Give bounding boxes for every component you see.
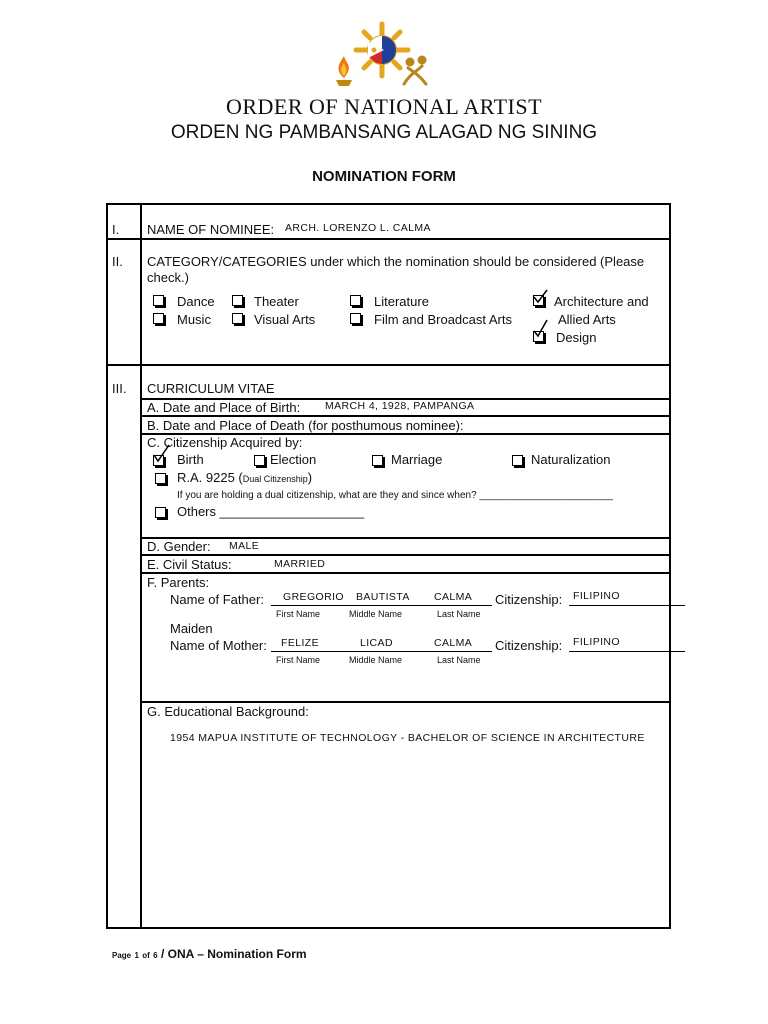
birth-value[interactable]: MARCH 4, 1928, PAMPANGA [325,400,475,412]
birth-label: A. Date and Place of Birth: [147,400,301,415]
page-word: Page [112,951,132,960]
father-middle-name[interactable]: BAUTISTA [356,591,410,603]
father-name-underline [271,605,492,606]
row-divider [140,701,669,703]
form-title: NOMINATION FORM [312,168,456,185]
mother-last-caption: Last Name [437,655,481,665]
mother-name-label: Name of Mother: [170,638,267,653]
marriage-checkbox[interactable] [372,455,383,466]
education-value[interactable]: 1954 MAPUA INSTITUTE OF TECHNOLOGY - BACHELOR OF SCIENCE IN ARCHITECTURE [170,732,645,744]
ra9225-checkbox[interactable] [155,473,166,484]
row-divider [140,572,669,574]
ona-logo [322,20,442,92]
civil-status-value[interactable]: MARRIED [274,558,326,570]
org-title: ORDER OF NATIONAL ARTIST [225,94,543,119]
father-last-name[interactable]: CALMA [434,591,473,603]
father-name-label: Name of Father: [170,592,264,607]
film-broadcast-label: Film and Broadcast Arts [374,312,512,327]
nominee-name-value[interactable]: ARCH. LORENZO L. CALMA [285,222,431,234]
dual-citizenship-question: If you are holding a dual citizenship, what are they and since when? ________________________ [177,490,613,501]
visual-arts-label: Visual Arts [254,312,316,327]
org-subtitle: ORDEN NG PAMBANSANG ALAGAD NG SINING [170,122,598,143]
page-total: 6 [153,951,158,960]
parents-label: F. Parents: [147,575,210,590]
film-broadcast-checkbox[interactable] [350,313,361,324]
naturalization-checkbox[interactable] [512,455,523,466]
visual-arts-checkbox[interactable] [232,313,243,324]
section-ii-number: II. [112,254,123,269]
section-iii-number: III. [112,381,127,396]
ra9225-label [177,470,312,485]
birth-option-label: Birth [177,452,204,467]
father-last-caption: Last Name [437,609,481,619]
row-divider [140,554,669,556]
ra9225-text: R.A. 9225 ( [177,470,243,485]
marriage-label: Marriage [391,452,443,467]
naturalization-label: Naturalization [531,452,611,467]
architecture-label: Architecture and [554,294,649,309]
section-i-number: I. [112,222,120,237]
torch-icon [336,56,352,86]
row-divider [140,537,669,539]
father-citizenship-value[interactable]: FILIPINO [573,590,620,602]
citizenship-acquired-label: C. Citizenship Acquired by: [147,435,303,450]
mother-middle-caption: Middle Name [349,655,403,665]
literature-checkbox[interactable] [350,295,361,306]
theater-label: Theater [254,294,299,309]
column-divider [140,203,142,927]
mother-middle-name[interactable]: LICAD [360,637,393,649]
check-mark-icon [531,288,549,304]
footer-doc-title: / ONA – Nomination Form [160,947,307,961]
check-mark-icon [531,318,549,338]
row-divider [106,364,669,366]
curriculum-vitae-title: CURRICULUM VITAE [147,381,275,396]
dance-checkbox[interactable] [153,295,164,306]
row-divider [140,415,669,417]
check-mark-icon [151,443,171,463]
dancers-icon [404,57,426,84]
maiden-label: Maiden [170,621,213,636]
row-divider [106,238,669,240]
father-middle-caption: Middle Name [349,609,403,619]
category-label-line2: check.) [147,270,189,285]
others-checkbox[interactable] [155,507,166,518]
ra9225-close: ) [307,470,313,485]
mother-citizenship-underline [569,651,685,652]
mother-citizenship-label: Citizenship: [495,638,563,653]
nominee-name-label: NAME OF NOMINEE: [147,222,275,237]
father-first-caption: First Name [276,609,321,619]
election-label: Election [270,452,317,467]
music-label: Music [177,312,211,327]
category-label-line1: CATEGORY/CATEGORIES under which the nomination should be considered (Please [147,254,645,269]
literature-label: Literature [374,294,429,309]
allied-arts-label: Allied Arts [558,312,616,327]
page-footer [112,947,307,961]
mother-last-name[interactable]: CALMA [434,637,473,649]
gender-label: D. Gender: [147,539,211,554]
education-label: G. Educational Background: [147,704,309,719]
father-citizenship-underline [569,605,685,606]
dance-label: Dance [177,294,215,309]
design-label: Design [556,330,597,345]
mother-first-caption: First Name [276,655,321,665]
father-first-name[interactable]: GREGORIO [283,591,344,603]
mother-first-name[interactable]: FELIZE [281,637,319,649]
civil-status-label: E. Civil Status: [147,557,232,572]
dual-citizenship-text: Dual Citizenship [242,474,308,484]
death-label: B. Date and Place of Death (for posthumous nominee): [147,418,464,433]
of-word: of [142,951,150,960]
election-checkbox[interactable] [254,455,265,466]
gender-value[interactable]: MALE [229,540,260,552]
father-citizenship-label: Citizenship: [495,592,563,607]
music-checkbox[interactable] [153,313,164,324]
others-label: Others ____________________ [177,504,365,519]
mother-name-underline [271,651,492,652]
page-number: 1 [134,951,139,960]
flag-sun-icon [368,36,396,64]
theater-checkbox[interactable] [232,295,243,306]
mother-citizenship-value[interactable]: FILIPINO [573,636,620,648]
